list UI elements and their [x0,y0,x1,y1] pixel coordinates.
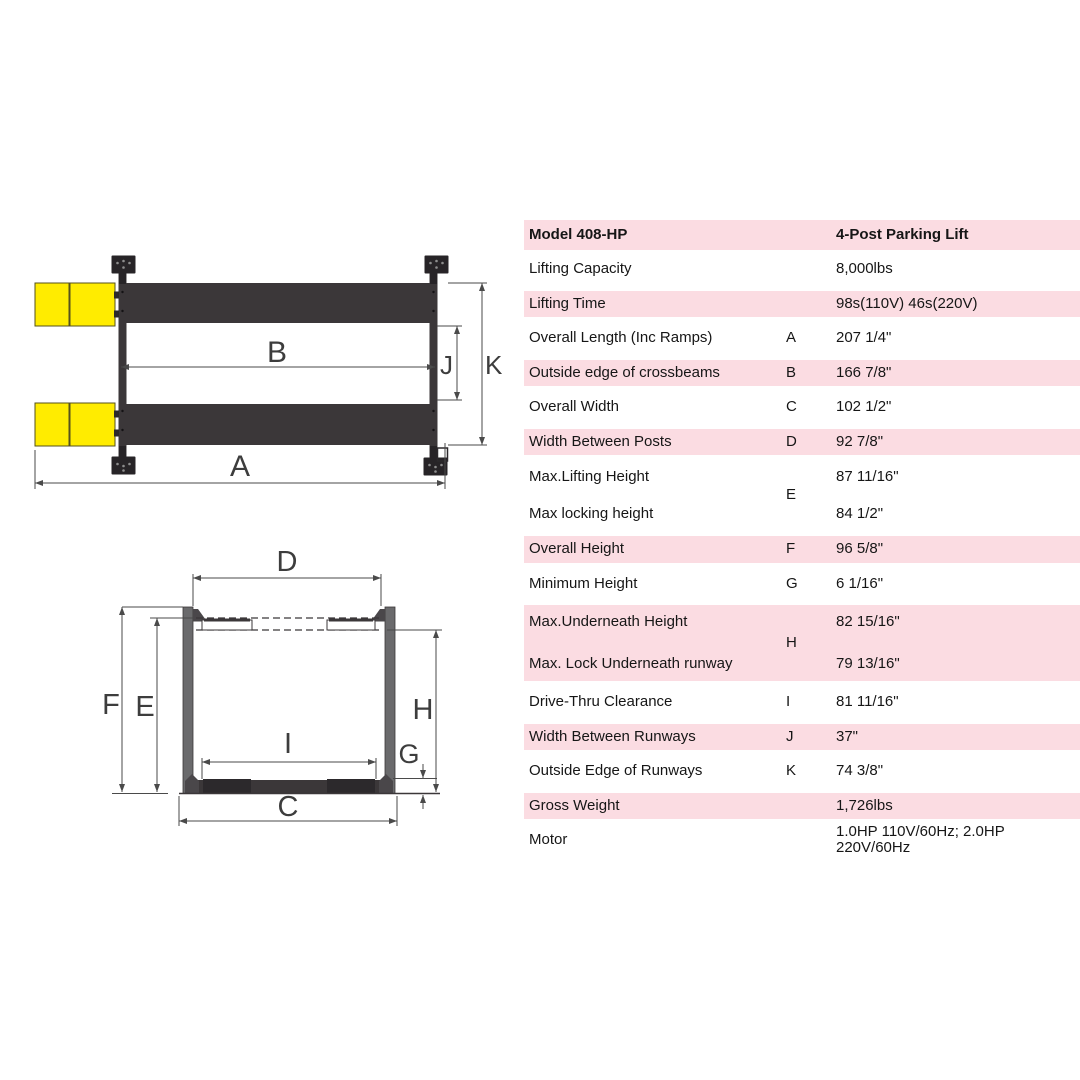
spec-value: 166 7/8" [836,363,892,381]
spec-label: Max locking height [529,504,654,522]
table-row [524,532,1080,567]
dim-label-E: E [135,691,155,723]
spec-value: 1.0HP 110V/60Hz; 2.0HP 220V/60Hz [836,822,1005,857]
spec-label: Overall Width [529,398,620,415]
table-row [524,356,1080,391]
table-header-row [524,219,1080,252]
product-type: 4-Post Parking Lift [836,226,969,244]
table-row [524,567,1080,602]
spec-value: 74 3/8" [836,762,884,779]
dimension-D [193,546,381,606]
spec-value: 81 11/16" [836,693,899,710]
spec-value: 102 1/2" [836,398,892,415]
dim-label-C: C [277,791,299,823]
spec-letter: I [786,693,791,710]
runway-top [120,283,436,323]
ramp-hinges [114,292,119,437]
spec-table [524,219,1080,858]
table-row [524,425,1080,460]
spec-label: Max.Lifting Height [529,468,650,485]
spec-letter: A [786,329,797,346]
spec-value: 8,000lbs [836,260,893,277]
spec-label: Overall Length (Inc Ramps) [529,329,713,346]
dim-label-A: A [229,450,251,483]
table-row [524,390,1080,425]
spec-label: Max. Lock Underneath runway [529,654,733,672]
spec-value: 84 1/2" [836,504,884,522]
spec-label: Max.Underneath Height [529,612,688,630]
dim-label-F: F [102,689,120,721]
spec-label: Motor [529,831,568,848]
spec-value: 207 1/4" [836,329,892,346]
post-left [183,607,193,794]
runway-bottom [120,404,436,445]
dimension-K [448,283,503,445]
ramp-bottom [35,403,115,446]
dimension-G [393,739,437,809]
model-name: Model 408-HP [529,226,628,244]
spec-letter: G [786,574,798,592]
post-right [385,607,395,794]
spec-letter: J [786,727,794,745]
table-row [524,720,1080,755]
dim-label-I: I [283,728,293,760]
spec-label: Lifting Capacity [529,260,632,277]
spec-letter: H [786,633,797,651]
spec-letter: B [786,363,797,381]
dim-label-J: J [440,350,453,380]
dimension-A [35,443,445,489]
raised-runways [193,609,385,630]
table-row [524,252,1080,287]
table-row [524,685,1080,720]
table-row-double [524,601,1080,685]
spec-label: Outside Edge of Runways [529,762,703,779]
spec-label: Overall Height [529,540,625,557]
spec-value: 96 5/8" [836,540,884,557]
table-row [524,789,1080,824]
spec-value: 37" [836,727,859,745]
spec-value: 6 1/16" [836,574,884,592]
dimension-I [202,728,376,779]
spec-letter: K [786,762,797,779]
spec-value: 79 13/16" [836,654,900,672]
dimension-J [437,326,462,400]
dim-label-D: D [276,546,298,578]
spec-label: Minimum Height [529,574,638,592]
table-row-double [524,459,1080,532]
dim-label-B: B [266,336,288,369]
dim-label-H: H [412,694,434,726]
spec-value: 82 15/16" [836,612,900,630]
spec-label: Width Between Runways [529,727,696,745]
ramp-top [35,283,115,326]
spec-letter: C [786,398,797,415]
spec-letter: D [786,432,797,450]
spec-label: Drive-Thru Clearance [529,693,673,710]
spec-value: 87 11/16" [836,468,899,485]
table-row [524,823,1080,858]
spec-value: 92 7/8" [836,432,884,450]
spec-value: 98s(110V) 46s(220V) [836,294,978,312]
table-row [524,321,1080,356]
dim-label-G: G [398,739,420,769]
front-view-diagram [90,545,450,837]
table-row [524,287,1080,322]
spec-letter: F [786,540,796,557]
spec-label: Outside edge of crossbeams [529,363,720,381]
spec-letter: E [786,486,797,504]
dim-label-K: K [485,350,503,380]
spec-label: Lifting Time [529,294,606,312]
table-row [524,754,1080,789]
dimension-B [121,336,435,369]
spec-label: Width Between Posts [529,432,672,450]
spec-value: 1,726lbs [836,796,893,814]
dimension-C [179,791,397,826]
spec-label: Gross Weight [529,796,620,814]
top-view-diagram [25,245,505,500]
